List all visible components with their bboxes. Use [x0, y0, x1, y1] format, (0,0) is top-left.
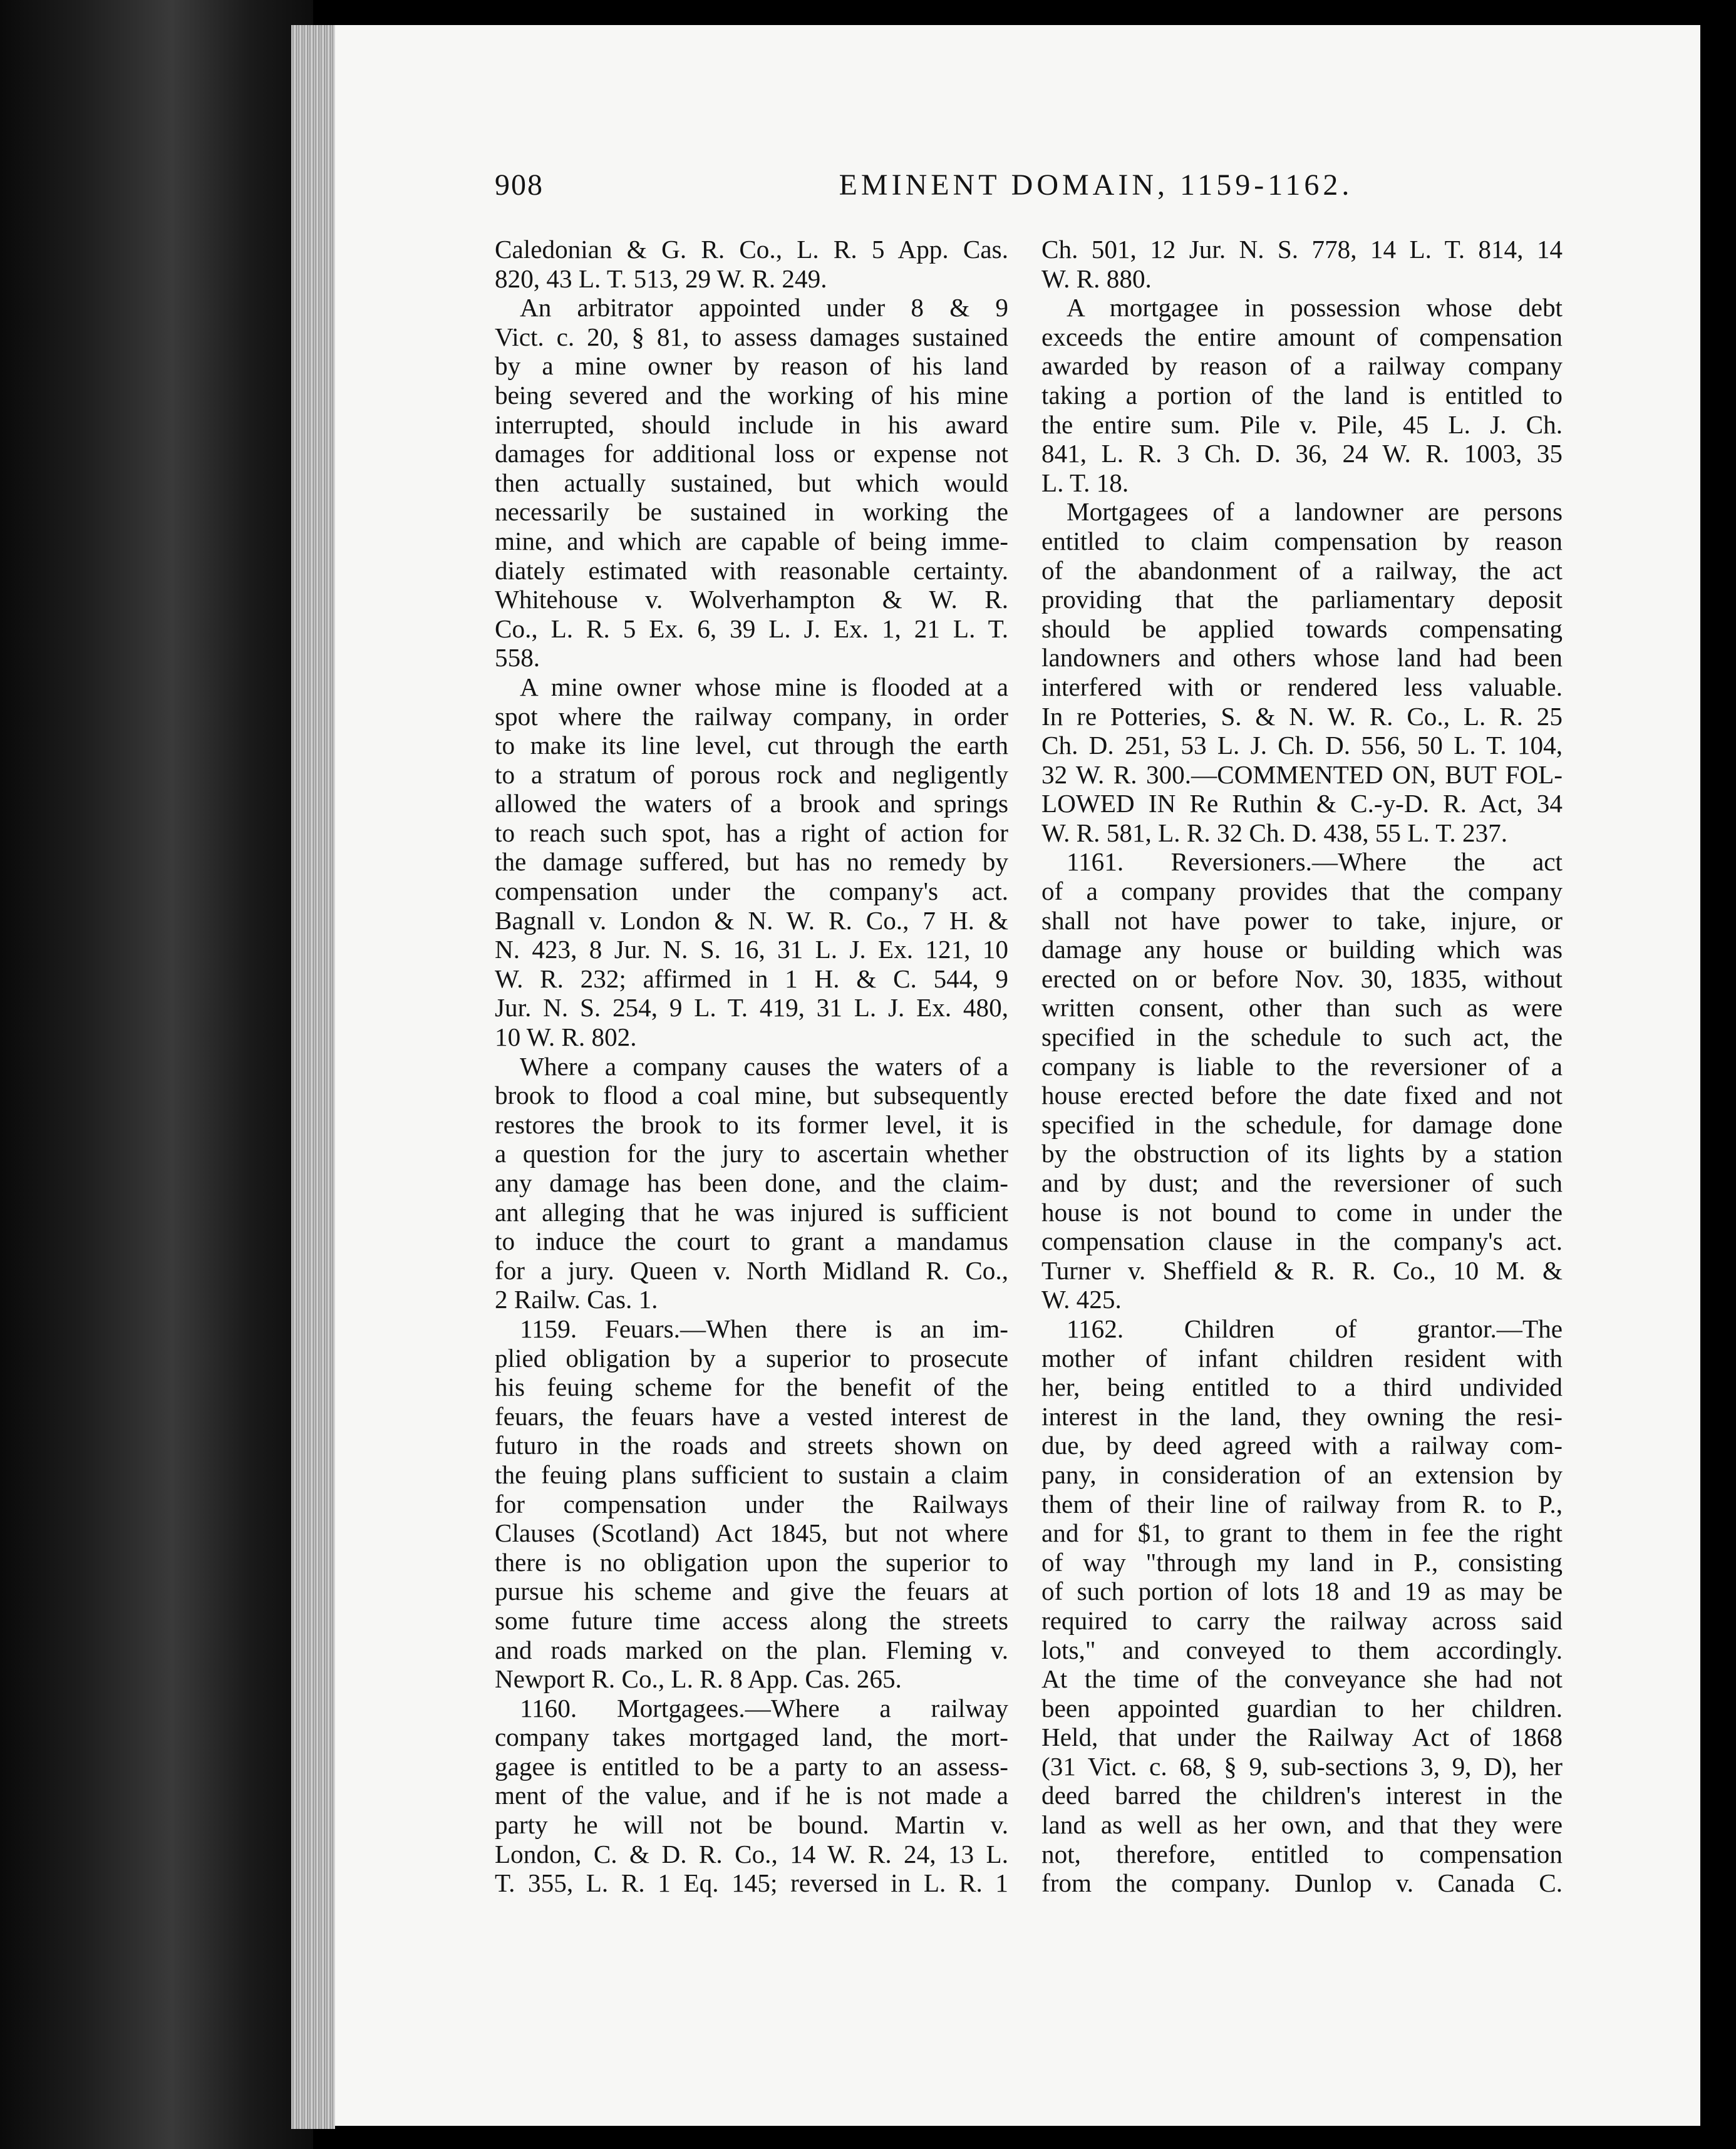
text-line: Jur. N. S. 254, 9 L. T. 419, 31 L. J. Ex. 480, — [495, 993, 1008, 1023]
text-line: A mine owner whose mine is flooded at a — [520, 672, 1008, 701]
text-line: Ch. D. 251, 53 L. J. Ch. D. 556, 50 L. T. 104, — [1041, 731, 1563, 760]
text-line: 2 Railw. Cas. 1. — [495, 1285, 658, 1314]
text-line: specified in the schedule, for damage done — [1041, 1110, 1563, 1139]
running-title: EMINENT DOMAIN, 1159-1162. — [839, 168, 1353, 202]
text-line: them of their line of railway from R. to P., — [1041, 1489, 1563, 1518]
text-line: being severed and the working of his mine — [495, 380, 1008, 410]
text-line: should be applied towards compensating — [1041, 614, 1563, 643]
text-line: Caledonian & G. R. Co., L. R. 5 App. Cas. — [495, 235, 1008, 264]
text-line: W. 425. — [1041, 1285, 1122, 1314]
text-line: Held, that under the Railway Act of 1868 — [1041, 1723, 1563, 1752]
text-line: landowners and others whose land had been — [1041, 643, 1563, 673]
text-line: LOWED IN Re Ruthin & C.-y-D. R. Act, 34 — [1041, 789, 1563, 818]
right-column — [1041, 235, 1563, 2107]
text-line: due, by deed agreed with a railway com- — [1041, 1431, 1563, 1460]
text-line: brook to flood a coal mine, but subsequently — [495, 1081, 1008, 1110]
text-line: necessarily be sustained in working the — [495, 497, 1008, 527]
text-line: 841, L. R. 3 Ch. D. 36, 24 W. R. 1003, 35 — [1041, 439, 1563, 468]
text-line: 558. — [495, 643, 540, 673]
text-line: company takes mortgaged land, the mort- — [495, 1723, 1008, 1752]
text-line: A mortgagee in possession whose debt — [1067, 293, 1563, 322]
text-line: to reach such spot, has a right of action for — [495, 818, 1008, 847]
text-line: mother of infant children resident with — [1041, 1343, 1563, 1373]
scan-left-edge — [0, 0, 313, 2149]
text-line: the entire sum. Pile v. Pile, 45 L. J. Ch. — [1041, 410, 1563, 439]
text-line: providing that the parliamentary deposit — [1041, 585, 1563, 614]
text-line: 32 W. R. 300.—COMMENTED ON, BUT FOL- — [1041, 760, 1563, 789]
text-line: house erected before the date fixed and not — [1041, 1081, 1563, 1110]
text-line: damage any house or building which was — [1041, 935, 1563, 964]
text-line: pursue his scheme and give the feuars at — [495, 1577, 1008, 1606]
scan-right-edge — [1716, 0, 1736, 2149]
text-line: by the obstruction of its lights by a station — [1041, 1139, 1563, 1168]
text-line: ant alleging that he was injured is sufficient — [495, 1197, 1008, 1227]
running-head — [495, 168, 1697, 212]
text-line: Ch. 501, 12 Jur. N. S. 778, 14 L. T. 814, 14 — [1041, 235, 1563, 264]
text-line: lots," and conveyed to them accordingly. — [1041, 1635, 1563, 1664]
text-line: interrupted, should include in his award — [495, 410, 1008, 439]
text-line: 820, 43 L. T. 513, 29 W. R. 249. — [495, 264, 827, 293]
text-line: T. 355, L. R. 1 Eq. 145; reversed in L. R. 1 — [495, 1868, 1008, 1898]
text-line: by a mine owner by reason of his land — [495, 351, 1008, 381]
text-line: restores the brook to its former level, it is — [495, 1110, 1008, 1139]
text-line: of the abandonment of a railway, the act — [1041, 555, 1563, 585]
text-line: 1161. Reversioners.—Where the act — [1067, 847, 1563, 877]
text-line: the damage suffered, but has no remedy by — [495, 847, 1008, 877]
text-line: spot where the railway company, in order — [495, 701, 1008, 731]
text-line: Bagnall v. London & N. W. R. Co., 7 H. & — [495, 905, 1008, 935]
text-line: to make its line level, cut through the earth — [495, 731, 1008, 760]
text-line: to induce the court to grant a mandamus — [495, 1227, 1008, 1256]
text-line: Vict. c. 20, § 81, to assess damages sustained — [495, 322, 1008, 351]
text-line: and roads marked on the plan. Fleming v. — [495, 1635, 1008, 1664]
text-line: awarded by reason of a railway company — [1041, 351, 1563, 381]
text-line: of such portion of lots 18 and 19 as may be — [1041, 1577, 1563, 1606]
text-line: deed barred the children's interest in the — [1041, 1781, 1563, 1810]
text-line: for compensation under the Railways — [495, 1489, 1008, 1518]
text-line: (31 Vict. c. 68, § 9, sub-sections 3, 9, D), her — [1041, 1751, 1563, 1781]
text-line: 1159. Feuars.—When there is an im- — [520, 1314, 1008, 1343]
text-line: and for $1, to grant to them in fee the right — [1041, 1518, 1563, 1548]
text-line: 1160. Mortgagees.—Where a railway — [520, 1693, 1008, 1723]
text-line: exceeds the entire amount of compensation — [1041, 322, 1563, 351]
text-line: Co., L. R. 5 Ex. 6, 39 L. J. Ex. 1, 21 L. T. — [495, 614, 1008, 643]
text-line: Where a company causes the waters of a — [520, 1051, 1008, 1081]
text-line: specified in the schedule to such act, the — [1041, 1023, 1563, 1052]
text-line: his feuing scheme for the benefit of the — [495, 1373, 1008, 1402]
text-line: not, therefore, entitled to compensation — [1041, 1839, 1563, 1868]
text-line: Turner v. Sheffield & R. R. Co., 10 M. & — [1041, 1255, 1563, 1285]
text-line: gagee is entitled to be a party to an assess- — [495, 1751, 1008, 1781]
text-line: An arbitrator appointed under 8 & 9 — [520, 293, 1008, 322]
text-line: feuars, the feuars have a vested interest de — [495, 1401, 1008, 1431]
text-line: then actually sustained, but which would — [495, 468, 1008, 497]
text-line: W. R. 581, L. R. 32 Ch. D. 438, 55 L. T. 237. — [1041, 818, 1508, 847]
page-edge-stack — [291, 25, 335, 2129]
text-line: there is no obligation upon the superior to — [495, 1547, 1008, 1577]
text-line: Newport R. Co., L. R. 8 App. Cas. 265. — [495, 1664, 902, 1694]
text-line: 1162. Children of grantor.—The — [1067, 1314, 1563, 1343]
text-line: interest in the land, they owning the resi- — [1041, 1401, 1563, 1431]
text-line: company is liable to the reversioner of a — [1041, 1051, 1563, 1081]
text-line: diately estimated with reasonable certainty. — [495, 555, 1008, 585]
text-line: Mortgagees of a landowner are persons — [1067, 497, 1563, 527]
text-line: Clauses (Scotland) Act 1845, but not where — [495, 1518, 1008, 1548]
text-line: interfered with or rendered less valuable. — [1041, 672, 1563, 701]
text-line: erected on or before Nov. 30, 1835, without — [1041, 964, 1563, 993]
text-line: W. R. 880. — [1041, 264, 1152, 293]
text-line: ment of the value, and if he is not made a — [495, 1781, 1008, 1810]
text-line: plied obligation by a superior to prosecute — [495, 1343, 1008, 1373]
text-line: London, C. & D. R. Co., 14 W. R. 24, 13 L. — [495, 1839, 1008, 1868]
text-line: compensation under the company's act. — [495, 877, 1008, 906]
text-line: damages for additional loss or expense not — [495, 439, 1008, 468]
text-line: her, being entitled to a third undivided — [1041, 1373, 1563, 1402]
text-line: Whitehouse v. Wolverhampton & W. R. — [495, 585, 1008, 614]
text-line: of a company provides that the company — [1041, 877, 1563, 906]
text-line: taking a portion of the land is entitled to — [1041, 380, 1563, 410]
page-number: 908 — [495, 168, 544, 202]
text-line: In re Potteries, S. & N. W. R. Co., L. R. 25 — [1041, 701, 1563, 731]
text-line: N. 423, 8 Jur. N. S. 16, 31 L. J. Ex. 121, 10 — [495, 935, 1008, 964]
text-line: of way "through my land in P., consisting — [1041, 1547, 1563, 1577]
text-line: W. R. 232; affirmed in 1 H. & C. 544, 9 — [495, 964, 1008, 993]
text-line: At the time of the conveyance she had not — [1041, 1664, 1563, 1694]
text-line: 10 W. R. 802. — [495, 1023, 637, 1052]
text-line: to a stratum of porous rock and negligently — [495, 760, 1008, 789]
text-line: pany, in consideration of an extension by — [1041, 1460, 1563, 1489]
text-line: written consent, other than such as were — [1041, 993, 1563, 1023]
text-line: futuro in the roads and streets shown on — [495, 1431, 1008, 1460]
text-line: some future time access along the streets — [495, 1605, 1008, 1635]
text-line: mine, and which are capable of being imme- — [495, 526, 1008, 555]
text-line: allowed the waters of a brook and springs — [495, 789, 1008, 818]
text-line: any damage has been done, and the claim- — [495, 1168, 1008, 1197]
text-line: party he will not be bound. Martin v. — [495, 1810, 1008, 1840]
text-line: for a jury. Queen v. North Midland R. Co., — [495, 1255, 1008, 1285]
text-line: house is not bound to come in under the — [1041, 1197, 1563, 1227]
text-line: shall not have power to take, injure, or — [1041, 905, 1563, 935]
text-line: land as well as her own, and that they were — [1041, 1810, 1563, 1840]
text-line: a question for the jury to ascertain whether — [495, 1139, 1008, 1168]
left-column — [495, 235, 1008, 2107]
text-line: been appointed guardian to her children. — [1041, 1693, 1563, 1723]
text-line: entitled to claim compensation by reason — [1041, 526, 1563, 555]
text-line: L. T. 18. — [1041, 468, 1129, 497]
text-line: and by dust; and the reversioner of such — [1041, 1168, 1563, 1197]
text-line: the feuing plans sufficient to sustain a claim — [495, 1460, 1008, 1489]
text-line: compensation clause in the company's act. — [1041, 1227, 1563, 1256]
text-line: required to carry the railway across said — [1041, 1605, 1563, 1635]
text-line: from the company. Dunlop v. Canada C. — [1041, 1868, 1563, 1898]
